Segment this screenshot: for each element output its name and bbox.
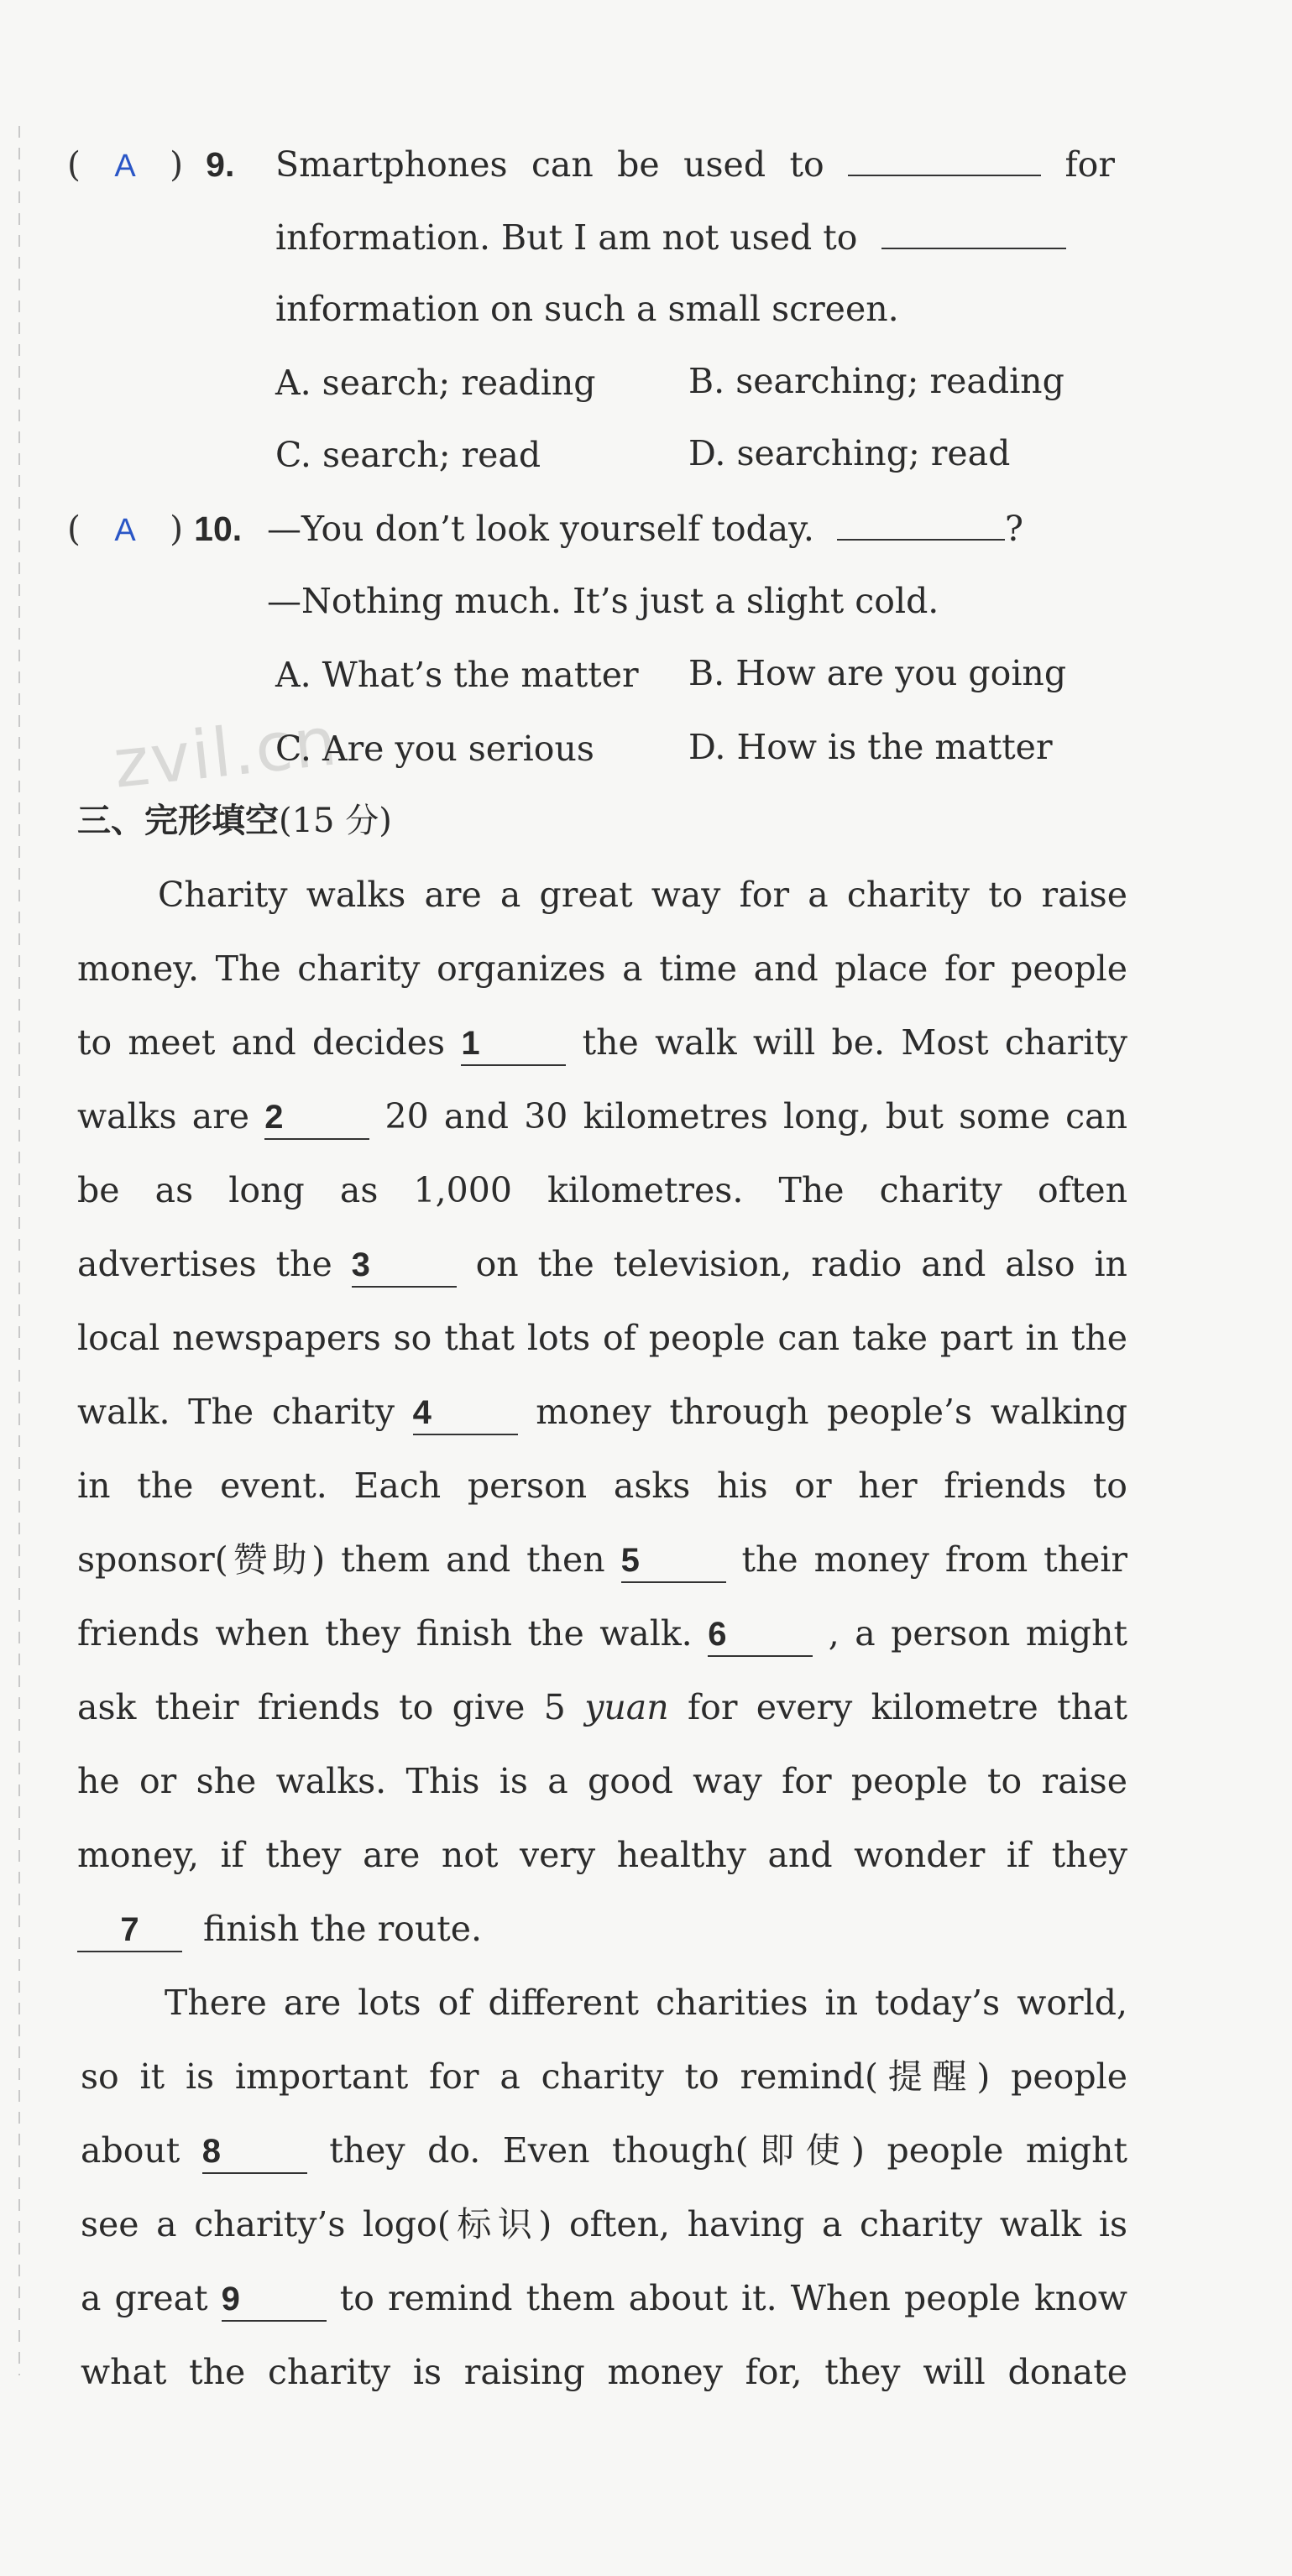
q9-answer: A: [114, 149, 136, 184]
passage-line: local newspapers so that lots of people can take part in the: [77, 1318, 1127, 1358]
q10-option-d: D. How is the matter: [688, 727, 1053, 767]
blank-8: 8: [202, 2130, 307, 2174]
q9-stem-line2: [275, 212, 1066, 261]
passage-line: [77, 1536, 1127, 1583]
q10-paren-close: ): [170, 509, 184, 549]
passage-text: walk. The charity: [77, 1392, 395, 1432]
passage-line: [77, 1388, 1127, 1435]
q9-stem-text-b: for: [1064, 144, 1115, 185]
passage-text: on the television, radio and also in: [475, 1244, 1127, 1284]
q10-stem-text: —You don’t look yourself today.: [267, 509, 814, 549]
passage-text: sponsor(赞助) them and then: [77, 1539, 605, 1580]
passage-text: about: [81, 2130, 180, 2171]
blank-4: 4: [413, 1392, 518, 1435]
q10-line1: [67, 505, 242, 554]
passage-line: [77, 1684, 1127, 1731]
passage-line: [77, 1610, 1127, 1657]
passage-line: money, if they are not very healthy and wonder if they: [77, 1835, 1127, 1875]
passage-line: [77, 1019, 1127, 1066]
blank-2: 2: [264, 1096, 369, 1140]
q9-paren-open: (: [67, 144, 81, 185]
q10-number: 10.: [194, 509, 243, 548]
q10-option-c: C. Are you serious: [275, 729, 594, 769]
q10-question-mark: ?: [1004, 509, 1023, 549]
blank-3: 3: [352, 1244, 457, 1288]
passage-line: [77, 1241, 1127, 1288]
passage-text: to meet and decides: [77, 1022, 446, 1063]
q10-stem-line1: [267, 504, 1023, 552]
q9-option-c: C. search; read: [275, 435, 541, 475]
passage-line: [81, 2127, 1127, 2174]
passage-line: money. The charity organizes a time and place for people: [77, 948, 1127, 989]
blank-6: 6: [708, 1613, 813, 1657]
passage-line: in the event. Each person asks his or her friends to: [77, 1466, 1127, 1506]
section-title-text: 三、完形填空: [77, 802, 279, 840]
passage-line: what the charity is raising money for, they will donate: [81, 2352, 1127, 2392]
q10-option-a: A. What’s the matter: [275, 655, 639, 695]
q9-stem-text-line2: information. But I am not used to: [275, 217, 858, 258]
passage-line: Charity walks are a great way for a charity to raise: [158, 875, 1127, 915]
q9-number: 9.: [206, 145, 235, 184]
passage-text: walks are: [77, 1096, 250, 1136]
blank-1: 1: [461, 1022, 566, 1066]
q9-stem-line1: [275, 139, 1115, 188]
q9-option-d: D. searching; read: [688, 433, 1011, 473]
q9-blank-1: [848, 139, 1041, 176]
blank-7: 7: [77, 1909, 182, 1952]
q9-stem-text-a: Smartphones can be used to: [275, 144, 824, 185]
passage-line: [77, 1093, 1127, 1140]
passage-text: ask their friends to give 5: [77, 1687, 566, 1727]
passage-text: a great: [81, 2278, 208, 2318]
section-points: (15 分): [279, 802, 392, 840]
passage-line: so it is important for a charity to remind(提醒) people: [81, 2056, 1127, 2097]
q10-option-b: B. How are you going: [688, 653, 1067, 693]
blank-9: 9: [222, 2278, 327, 2322]
passage-line: [77, 1905, 482, 1952]
left-margin-dashed-line: [18, 126, 20, 2375]
q10-paren-open: (: [67, 509, 81, 549]
passage-italic-text: yuan: [584, 1687, 669, 1727]
passage-text: the walk will be. Most charity: [582, 1022, 1127, 1063]
passage-line: be as long as 1,000 kilometres. The charity often: [77, 1170, 1127, 1210]
passage-line: There are lots of different charities in today’s world,: [165, 1983, 1127, 2023]
passage-text: , a person might: [828, 1613, 1127, 1654]
passage-text: 20 and 30 kilometres long, but some can: [384, 1096, 1127, 1136]
passage-line: see a charity’s logo(标识) often, having a charity walk is: [81, 2204, 1127, 2244]
watermark: zvil.cn: [109, 702, 343, 803]
passage-line: he or she walks. This is a good way for people to raise: [77, 1761, 1127, 1801]
q10-blank: [837, 504, 1005, 541]
passage-text: finish the route.: [203, 1909, 483, 1949]
passage-text: friends when they finish the walk.: [77, 1613, 693, 1654]
q9-option-b: B. searching; reading: [688, 361, 1064, 401]
passage-text: to remind them about it. When people know: [339, 2278, 1127, 2318]
section-title: [77, 797, 392, 844]
q9-option-a: A. search; reading: [275, 363, 596, 403]
q9-blank-2: [881, 212, 1066, 249]
passage-text: advertises the: [77, 1244, 332, 1284]
q9-line1: [67, 141, 234, 190]
q9-stem-line3: information on such a small screen.: [275, 289, 899, 329]
q10-answer: A: [114, 513, 136, 548]
passage-text: money through people’s walking: [536, 1392, 1127, 1432]
q10-stem-line2: —Nothing much. It’s just a slight cold.: [267, 581, 939, 621]
passage-text: the money from their: [741, 1539, 1127, 1580]
passage-text: they do. Even though(即使) people might: [329, 2130, 1127, 2171]
passage-line: [81, 2275, 1127, 2322]
q9-paren-close: ): [170, 144, 184, 185]
blank-5: 5: [621, 1539, 726, 1583]
passage-text: for every kilometre that: [687, 1687, 1127, 1727]
